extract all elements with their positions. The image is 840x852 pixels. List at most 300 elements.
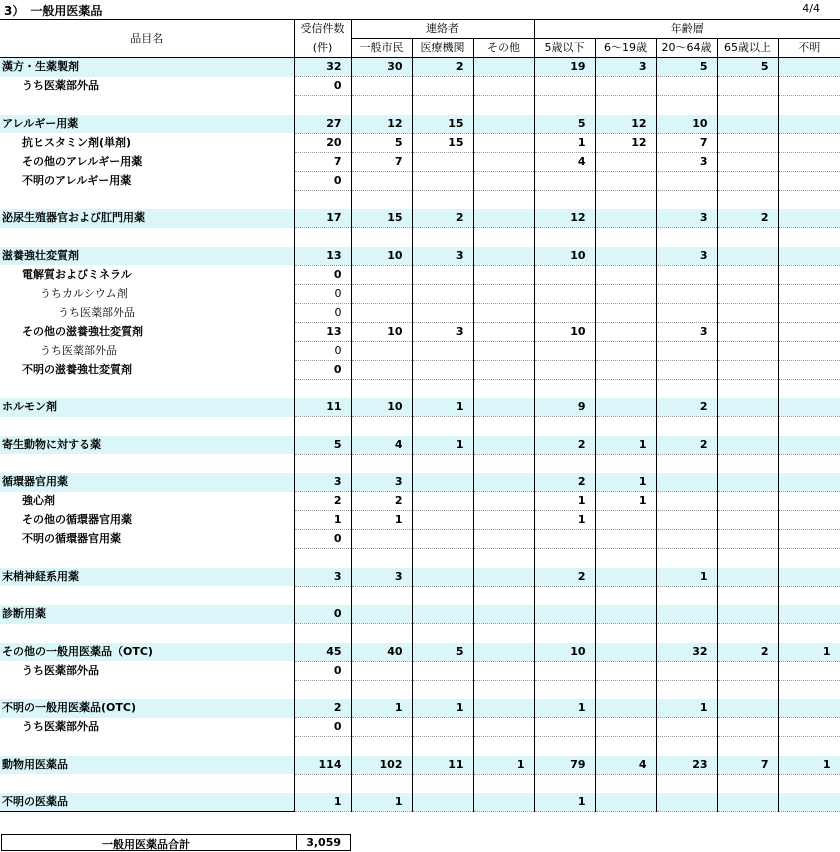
cell-age-20-64: 1 [656,568,717,587]
section-title: 3） 一般用医薬品 [4,4,103,18]
cell-age-20-64 [656,96,717,115]
cell-contact-other [473,568,534,587]
cell-contact-public [351,360,412,379]
cell-age-20-64: 10 [656,115,717,134]
cell-age-6-19: 1 [595,473,656,492]
cell-age-6-19 [595,171,656,190]
category-row [0,436,840,455]
row-label: うち医薬部外品 [22,663,99,677]
cell-contact-public [351,549,412,568]
cell-age-unknown [778,152,840,171]
cell-age-6-19 [595,454,656,473]
cell-age-6-19 [595,303,656,322]
cell-age-65plus [717,454,778,473]
subcategory-row [0,265,840,284]
cell-age-20-64 [656,737,717,756]
cell-contact-medical: 3 [412,247,473,266]
cell-age-20-64: 3 [656,209,717,228]
row-label: 不明の滋養強壮変質剤 [22,362,132,376]
cell-age-unknown [778,171,840,190]
cell-age-6-19 [595,661,656,680]
cell-age-unknown [778,699,840,718]
cell-age-20-64 [656,492,717,511]
cell-age-20-64 [656,341,717,360]
category-row [0,115,840,134]
spacer-row [0,624,840,643]
cell-contact-medical [412,96,473,115]
cell-cases [294,379,351,398]
cell-age-under5 [534,265,595,284]
cell-age-6-19 [595,774,656,793]
cell-age-unknown [778,568,840,587]
cell-age-under5 [534,77,595,96]
cell-age-6-19 [595,152,656,171]
cell-cases [294,774,351,793]
cell-age-6-19 [595,398,656,417]
cell-age-65plus [717,718,778,737]
cell-age-6-19: 12 [595,115,656,134]
cell-contact-medical [412,511,473,530]
cell-cases [294,96,351,115]
cell-age-unknown [778,774,840,793]
subcategory-row [0,718,840,737]
cell-contact-public [351,774,412,793]
row-label [0,379,294,398]
spacer-row [0,417,840,436]
cell-age-under5: 10 [534,643,595,662]
subcategory-row [0,284,840,303]
cell-age-20-64 [656,284,717,303]
cell-contact-public: 10 [351,247,412,266]
category-row [0,793,840,812]
cell-cases: 114 [294,756,351,775]
cell-age-65plus [717,737,778,756]
row-label: 不明のアレルギー用薬 [22,173,132,187]
cell-age-under5: 1 [534,492,595,511]
cell-contact-medical [412,303,473,322]
cell-cases: 0 [294,341,351,360]
row-label: ホルモン剤 [0,398,294,417]
cell-contact-medical [412,492,473,511]
cell-contact-other [473,96,534,115]
grand-total-box [1,834,351,851]
cell-age-20-64 [656,793,717,812]
cell-age-under5 [534,341,595,360]
cell-age-65plus [717,284,778,303]
cell-contact-other [473,586,534,605]
header-cases-line1: 受信件数 [294,20,351,39]
cell-age-6-19 [595,190,656,209]
cell-age-under5 [534,661,595,680]
cell-age-unknown [778,473,840,492]
cell-cases: 0 [294,77,351,96]
cell-age-6-19: 3 [595,58,656,77]
cell-age-20-64 [656,228,717,247]
cell-age-20-64: 2 [656,398,717,417]
cell-age-20-64 [656,718,717,737]
row-label: 不明の医薬品 [0,793,294,812]
cell-age-unknown [778,190,840,209]
cell-age-65plus [717,77,778,96]
cell-contact-public [351,586,412,605]
cell-contact-public: 102 [351,756,412,775]
cell-age-20-64: 23 [656,756,717,775]
cell-age-65plus [717,680,778,699]
header-item-name: 品目名 [0,20,294,58]
cell-contact-medical [412,661,473,680]
cell-age-65plus [717,793,778,812]
cell-contact-public: 5 [351,133,412,152]
spacer-row [0,774,840,793]
cell-age-unknown [778,303,840,322]
cell-age-6-19: 1 [595,436,656,455]
cell-age-6-19 [595,77,656,96]
cell-age-under5 [534,284,595,303]
cell-age-65plus: 2 [717,209,778,228]
cell-contact-medical: 1 [412,699,473,718]
cell-age-20-64 [656,454,717,473]
cell-age-20-64 [656,661,717,680]
cell-contact-public: 1 [351,699,412,718]
cell-age-unknown [778,605,840,624]
row-label: 電解質およびミネラル [22,267,132,281]
cell-age-unknown [778,284,840,303]
cell-age-unknown [778,322,840,341]
cell-age-under5 [534,718,595,737]
cell-contact-public: 2 [351,492,412,511]
cell-contact-public [351,737,412,756]
cell-cases [294,680,351,699]
cell-contact-other [473,454,534,473]
cell-age-6-19 [595,96,656,115]
cell-age-65plus [717,624,778,643]
cell-cases: 27 [294,115,351,134]
cell-contact-other [473,605,534,624]
cell-age-20-64: 3 [656,152,717,171]
cell-contact-public [351,341,412,360]
row-label [0,549,294,568]
header-age-group: 年齢層 [534,20,840,39]
cell-age-65plus [717,511,778,530]
cell-cases: 0 [294,360,351,379]
cell-contact-medical [412,586,473,605]
cell-contact-other [473,492,534,511]
cell-age-unknown [778,530,840,549]
cell-age-65plus [717,133,778,152]
row-label: うち医薬部外品 [58,305,135,319]
cell-contact-other [473,284,534,303]
cell-contact-other [473,322,534,341]
cell-cases [294,417,351,436]
cell-age-unknown [778,228,840,247]
cell-contact-other [473,718,534,737]
cell-age-under5 [534,379,595,398]
cell-contact-other [473,473,534,492]
cell-age-20-64: 1 [656,699,717,718]
cell-age-unknown [778,436,840,455]
cell-contact-other [473,398,534,417]
cell-age-6-19 [595,586,656,605]
cell-contact-public [351,661,412,680]
cell-cases: 2 [294,699,351,718]
row-label: 漢方・生薬製剤 [0,58,294,77]
cell-contact-public: 15 [351,209,412,228]
header-age-20-64: 20～64歳 [656,39,717,58]
spacer-row [0,379,840,398]
category-row [0,643,840,662]
subcategory-row [0,303,840,322]
cell-contact-medical: 2 [412,58,473,77]
cell-age-20-64 [656,77,717,96]
cell-contact-medical: 15 [412,133,473,152]
row-label: 抗ヒスタミン剤(単剤) [22,135,132,149]
cell-age-65plus: 5 [717,58,778,77]
cell-age-under5: 10 [534,322,595,341]
cell-age-unknown [778,209,840,228]
cell-age-6-19 [595,549,656,568]
cell-age-unknown [778,737,840,756]
cell-age-65plus [717,417,778,436]
cell-age-unknown [778,624,840,643]
row-label: 動物用医薬品 [0,756,294,775]
cell-age-6-19 [595,322,656,341]
cell-age-65plus [717,322,778,341]
category-row [0,247,840,266]
row-label [0,737,294,756]
cell-age-65plus [717,247,778,266]
row-label: その他の滋養強壮変質剤 [22,324,143,338]
cell-contact-medical [412,549,473,568]
cell-contact-other [473,774,534,793]
spacer-row [0,737,840,756]
cell-age-65plus [717,492,778,511]
cell-cases: 45 [294,643,351,662]
cell-age-6-19 [595,718,656,737]
cell-age-20-64: 2 [656,436,717,455]
cell-contact-other [473,133,534,152]
cell-age-under5 [534,680,595,699]
cell-contact-public [351,379,412,398]
cell-age-20-64 [656,774,717,793]
header-age-65plus: 65歳以上 [717,39,778,58]
cell-age-unknown [778,680,840,699]
cell-contact-medical: 15 [412,115,473,134]
cell-age-under5 [534,303,595,322]
cell-age-20-64: 32 [656,643,717,662]
page-indicator: 4/4 [802,2,820,15]
row-label: 寄生動物に対する薬 [0,436,294,455]
cell-contact-other [473,624,534,643]
cell-age-unknown [778,661,840,680]
cell-age-6-19 [595,228,656,247]
cell-contact-other [473,171,534,190]
cell-age-under5 [534,190,595,209]
row-label [0,680,294,699]
subcategory-row [0,133,840,152]
cell-age-65plus [717,190,778,209]
row-label: その他のアレルギー用薬 [22,154,143,168]
cell-age-under5 [534,454,595,473]
cell-contact-medical [412,624,473,643]
cell-contact-public [351,77,412,96]
subcategory-row [0,77,840,96]
cell-age-6-19 [595,643,656,662]
cell-age-20-64 [656,265,717,284]
cell-age-20-64 [656,417,717,436]
cell-age-6-19: 4 [595,756,656,775]
cell-age-under5: 4 [534,152,595,171]
subcategory-row [0,530,840,549]
cell-age-unknown [778,247,840,266]
cell-age-unknown [778,454,840,473]
cell-contact-medical: 1 [412,398,473,417]
spacer-row [0,96,840,115]
cell-age-unknown [778,417,840,436]
cell-age-65plus [717,152,778,171]
cell-contact-public [351,605,412,624]
cell-age-20-64 [656,360,717,379]
cell-cases [294,228,351,247]
cell-age-65plus [717,774,778,793]
grand-total-label: 一般用医薬品合計 [102,838,190,851]
cell-contact-public [351,190,412,209]
cell-age-under5 [534,171,595,190]
cell-age-under5 [534,586,595,605]
drug-inquiry-table [0,19,840,812]
cell-age-unknown [778,398,840,417]
cell-contact-medical [412,360,473,379]
cell-age-65plus: 7 [717,756,778,775]
category-row [0,209,840,228]
cell-age-65plus [717,265,778,284]
cell-contact-public: 12 [351,115,412,134]
cell-age-6-19 [595,360,656,379]
header-contact-other: その他 [473,39,534,58]
row-label: 滋養強壮変質剤 [0,247,294,266]
cell-age-under5 [534,624,595,643]
cell-contact-other [473,643,534,662]
cell-age-unknown [778,341,840,360]
cell-contact-public: 3 [351,568,412,587]
cell-contact-public [351,454,412,473]
category-row [0,398,840,417]
cell-age-65plus [717,398,778,417]
cell-age-under5 [534,360,595,379]
cell-age-65plus [717,605,778,624]
cell-contact-medical [412,379,473,398]
cell-age-6-19 [595,417,656,436]
subcategory-row [0,360,840,379]
cell-cases: 17 [294,209,351,228]
row-label: 診断用薬 [0,605,294,624]
cell-cases: 1 [294,511,351,530]
row-label [0,586,294,605]
category-row [0,473,840,492]
cell-contact-public [351,680,412,699]
cell-contact-medical [412,265,473,284]
cell-age-20-64 [656,473,717,492]
cell-age-6-19 [595,605,656,624]
cell-age-unknown [778,77,840,96]
row-label [0,774,294,793]
cell-cases: 0 [294,605,351,624]
cell-age-unknown [778,379,840,398]
cell-contact-other [473,549,534,568]
cell-cases: 0 [294,530,351,549]
cell-contact-medical [412,417,473,436]
cell-age-65plus [717,115,778,134]
cell-age-65plus [717,360,778,379]
cell-contact-medical: 5 [412,643,473,662]
cell-age-20-64 [656,190,717,209]
cell-age-unknown [778,115,840,134]
row-label [0,624,294,643]
header-age-unknown: 不明 [778,39,840,58]
cell-age-unknown: 1 [778,756,840,775]
cell-age-6-19 [595,379,656,398]
cell-contact-medical: 3 [412,322,473,341]
cell-contact-other [473,58,534,77]
cell-cases: 0 [294,265,351,284]
cell-age-6-19 [595,530,656,549]
cell-age-under5: 19 [534,58,595,77]
spacer-row [0,586,840,605]
cell-cases: 0 [294,718,351,737]
cell-contact-other [473,661,534,680]
cell-age-20-64 [656,624,717,643]
cell-cases: 1 [294,793,351,812]
cell-age-6-19 [595,568,656,587]
cell-age-6-19 [595,284,656,303]
cell-age-65plus [717,303,778,322]
cell-age-20-64 [656,379,717,398]
subcategory-row [0,661,840,680]
cell-contact-other [473,247,534,266]
cell-age-under5 [534,96,595,115]
cell-contact-medical [412,680,473,699]
cell-age-6-19 [595,699,656,718]
subcategory-row [0,152,840,171]
cell-contact-medical [412,568,473,587]
cell-age-under5: 9 [534,398,595,417]
cell-contact-medical [412,228,473,247]
cell-age-20-64: 5 [656,58,717,77]
cell-age-under5: 79 [534,756,595,775]
row-label: 循環器官用薬 [0,473,294,492]
cell-contact-public [351,284,412,303]
subcategory-row [0,322,840,341]
cell-contact-public: 3 [351,473,412,492]
cell-age-unknown [778,511,840,530]
cell-cases: 3 [294,568,351,587]
subcategory-row [0,171,840,190]
category-row [0,699,840,718]
cell-contact-public: 1 [351,793,412,812]
category-row [0,756,840,775]
cell-age-under5 [534,228,595,247]
row-label: うち医薬部外品 [22,79,99,92]
cell-age-6-19 [595,265,656,284]
cell-cases: 11 [294,398,351,417]
cell-cases [294,190,351,209]
subcategory-row [0,341,840,360]
row-label: うち医薬部外品 [22,720,99,733]
cell-age-6-19: 1 [595,492,656,511]
cell-age-under5: 5 [534,115,595,134]
header-age-6-19: 6～19歳 [595,39,656,58]
cell-age-unknown [778,133,840,152]
cell-age-20-64: 3 [656,322,717,341]
